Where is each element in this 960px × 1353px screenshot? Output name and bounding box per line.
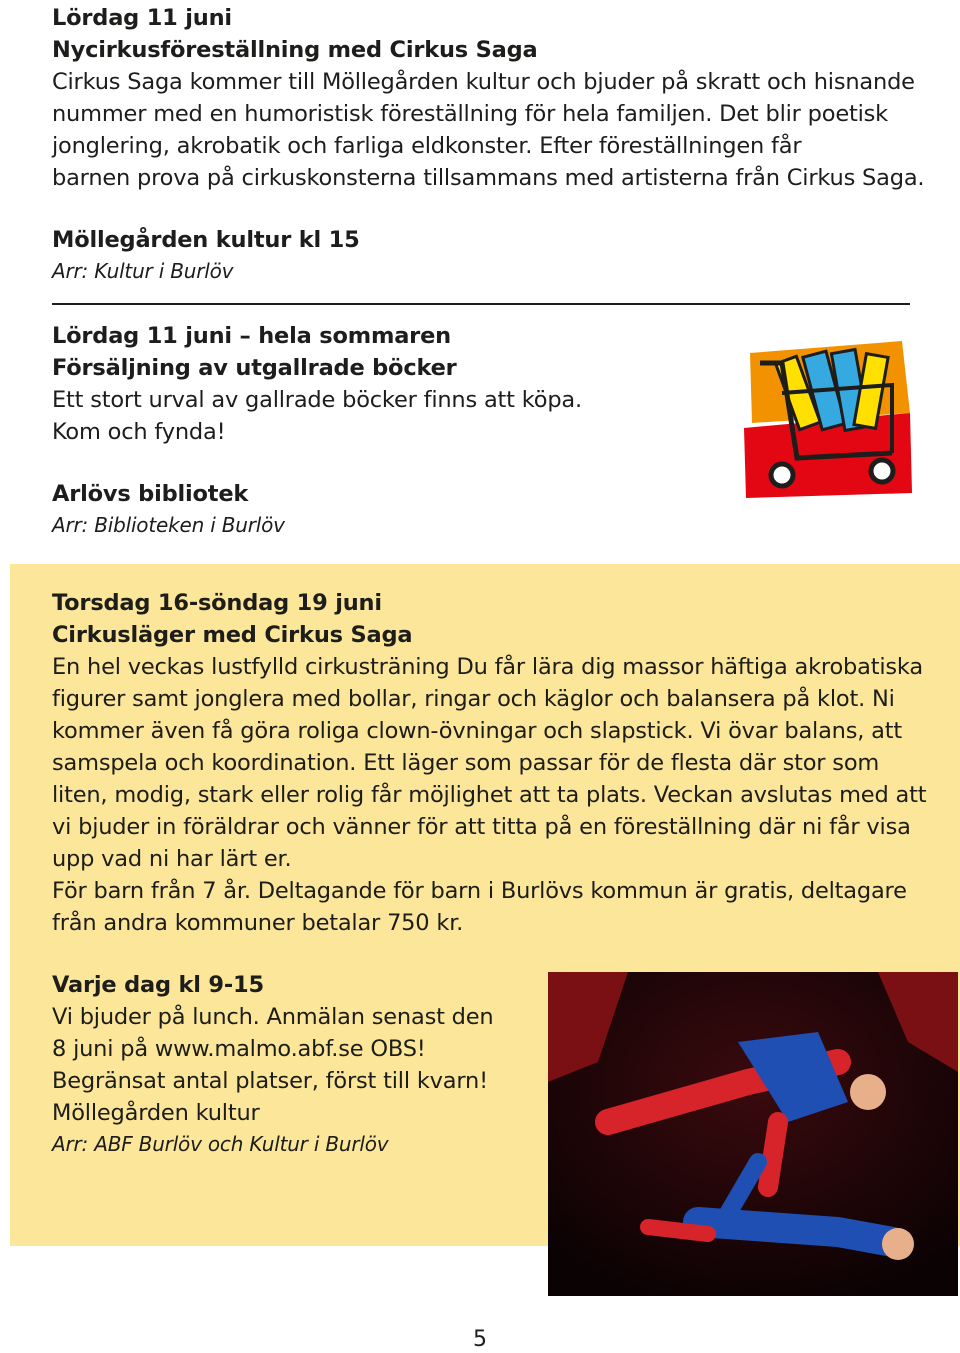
- event3-body-line: figurer samt jonglera med bollar, ringar och käglor och balansera på klot. Ni: [52, 686, 895, 712]
- event3-body-line: En hel veckas lustfylld cirkusträning Du får lära dig massor häftiga akrobatiska: [52, 654, 923, 680]
- event2-date: Lördag 11 juni – hela sommaren: [52, 323, 451, 349]
- event2-venue: Arlövs bibliotek: [52, 481, 249, 507]
- event3-schedule-line: 8 juni på www.malmo.abf.se OBS!: [52, 1036, 426, 1062]
- event1-body-line: barnen prova på cirkuskonsterna tillsammans med artisterna från Cirkus Saga.: [52, 165, 925, 191]
- event3-body-line: kommer även få göra roliga clown-övningar och slapstick. Vi övar balans, att: [52, 718, 902, 744]
- event-cirkus-saga-show: [52, 2, 924, 286]
- event3-schedule-line: Begränsat antal platser, först till kvarn!: [52, 1068, 488, 1094]
- event3-organizer: Arr: ABF Burlöv och Kultur i Burlöv: [52, 1132, 389, 1156]
- book-cart-illustration: [742, 333, 914, 505]
- event3-schedule-line: Vi bjuder på lunch. Anmälan senast den: [52, 1004, 494, 1030]
- event3-schedule-heading: Varje dag kl 9-15: [52, 972, 264, 998]
- event3-body-line: upp vad ni har lärt er.: [52, 846, 292, 872]
- acrobats-photo: [548, 972, 958, 1296]
- event3-body-line: samspela och koordination. Ett läger som passar för de flesta där stor som: [52, 750, 880, 776]
- event2-body-line: Ett stort urval av gallrade böcker finns att köpa.: [52, 387, 582, 413]
- event1-body-line: jonglering, akrobatik och farliga eldkonster. Efter föreställningen får: [52, 133, 802, 159]
- event2-title: Försäljning av utgallrade böcker: [52, 355, 457, 381]
- event1-body-line: nummer med en humoristisk föreställning för hela familjen. Det blir poetisk: [52, 101, 889, 127]
- event3-date: Torsdag 16-söndag 19 juni: [52, 590, 382, 616]
- event1-body-line: Cirkus Saga kommer till Möllegården kultur och bjuder på skratt och hisnande: [52, 69, 915, 95]
- event3-title: Cirkusläger med Cirkus Saga: [52, 622, 413, 648]
- section-divider: [52, 303, 910, 305]
- event3-body-line: från andra kommuner betalar 750 kr.: [52, 910, 464, 936]
- event2-organizer: Arr: Biblioteken i Burlöv: [52, 513, 285, 537]
- event1-title: Nycirkusföreställning med Cirkus Saga: [52, 37, 538, 63]
- event3-body-line: liten, modig, stark eller rolig får möjlighet att ta plats. Veckan avslutas med att: [52, 782, 927, 808]
- event-book-sale: [52, 320, 582, 540]
- event2-body-line: Kom och fynda!: [52, 419, 226, 445]
- event1-organizer: Arr: Kultur i Burlöv: [52, 259, 234, 283]
- event1-venue: Möllegården kultur kl 15: [52, 227, 360, 253]
- event3-body-line: För barn från 7 år. Deltagande för barn i Burlövs kommun är gratis, deltagare: [52, 878, 907, 904]
- page-number: 5: [473, 1327, 487, 1352]
- event3-schedule-line: Möllegården kultur: [52, 1100, 260, 1126]
- event1-date: Lördag 11 juni: [52, 5, 232, 31]
- event3-body-line: vi bjuder in föräldrar och vänner för att titta på en föreställning där ni får visa: [52, 814, 911, 840]
